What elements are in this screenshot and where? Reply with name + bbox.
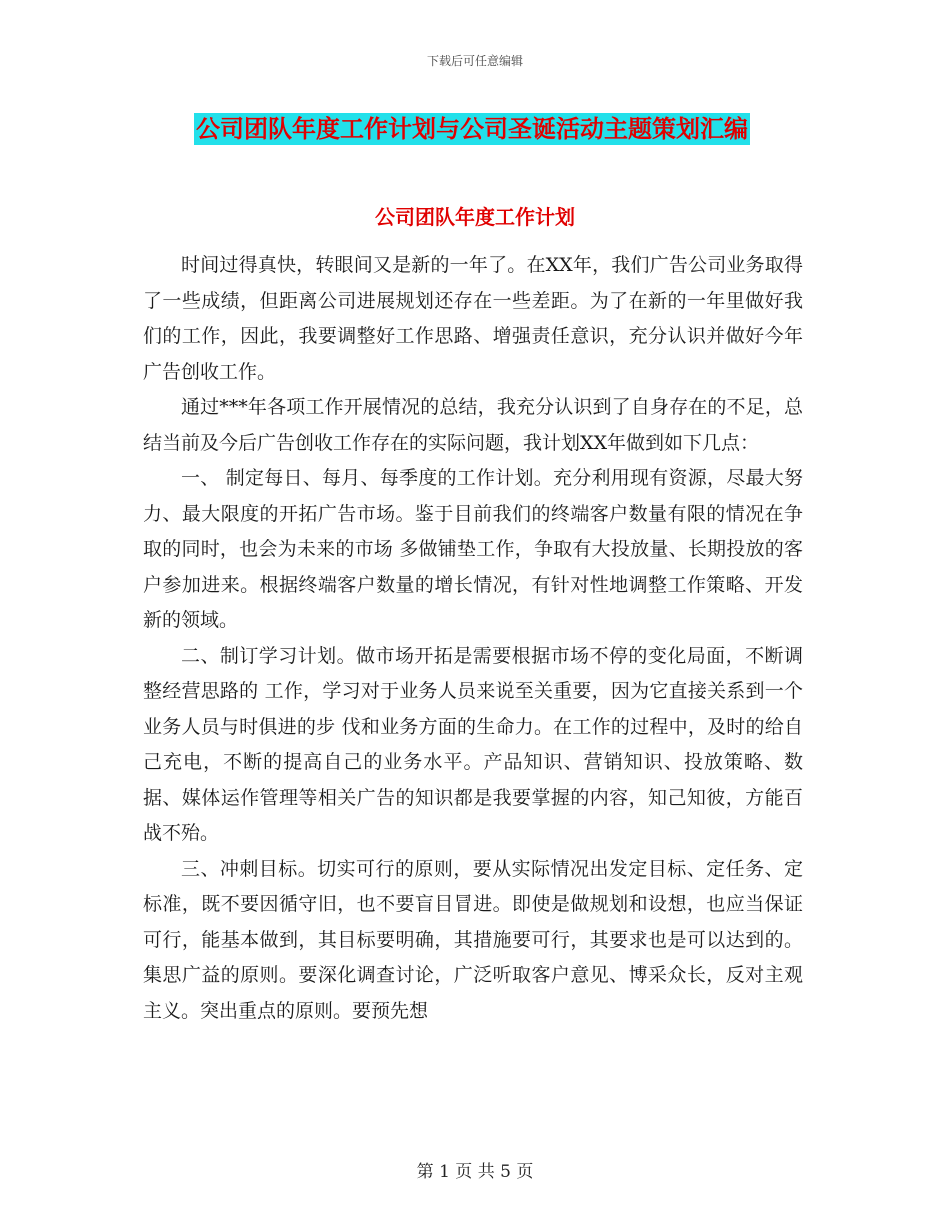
document-body (143, 248, 803, 1029)
section-title: 公司团队年度工作计划 (375, 205, 575, 229)
paragraph-summary: 通过***年各项工作开展情况的总结，我充分认识到了自身存在的不足，总结当前及今后广告创收工作存在的实际问题，我计划XX年做到如下几点： (143, 396, 803, 454)
document-main-title: 公司团队年度工作计划与公司圣诞活动主题策划汇编 (196, 115, 748, 143)
paragraph-plan-one: 一、 制定每日、每月、每季度的工作计划。充分利用现有资源，尽最大努力、最大限度的开拓广告市场。鉴于目前我们的终端客户数量有限的情况在争取的同时，也会为未来的市场 多做铺垫工作，争取有大投放量、长期投放的客户参加进来。根据终端客户数量的增长情况，有针对性地调整工作策略、开发新的领域。 (143, 467, 803, 631)
paragraph-intro: 时间过得真快，转眼间又是新的一年了。在XX年，我们广告公司业务取得了一些成绩，但距离公司进展规划还存在一些差距。为了在新的一年里做好我们的工作，因此，我要调整好工作思路、增强责任意识，充分认识并做好今年广告创收工作。 (143, 254, 803, 383)
paragraph-plan-two: 二、制订学习计划。做市场开拓是需要根据市场不停的变化局面，不断调整经营思路的 工作，学习对于业务人员来说至关重要，因为它直接关系到一个业务人员与时俱进的步 伐和业务方面的生命力。在工作的过程中，及时的给自己充电，不断的提高自己的业务水平。产品知识、营销知识、投放策略、数据、媒体运作管理等相关广告的知识都是我要掌握的内容，知己知彼，方能百战不殆。 (143, 644, 803, 844)
header-note: 下载后可任意编辑 (426, 54, 523, 68)
page-number-footer: 第 1 页 共 5 页 (416, 1162, 534, 1182)
paragraph-plan-three: 三、冲刺目标。切实可行的原则，要从实际情况出发定目标、定任务、定标准，既不要因循守旧，也不要盲目冒进。即使是做规划和设想，也应当保证可行，能基本做到，其目标要明确，其措施要可行，其要求也是可以达到的。集思广益的原则。要深化调查讨论，广泛听取客户意见、博采众长，反对主观主义。突出重点的原则。要预先想 (143, 857, 803, 1022)
